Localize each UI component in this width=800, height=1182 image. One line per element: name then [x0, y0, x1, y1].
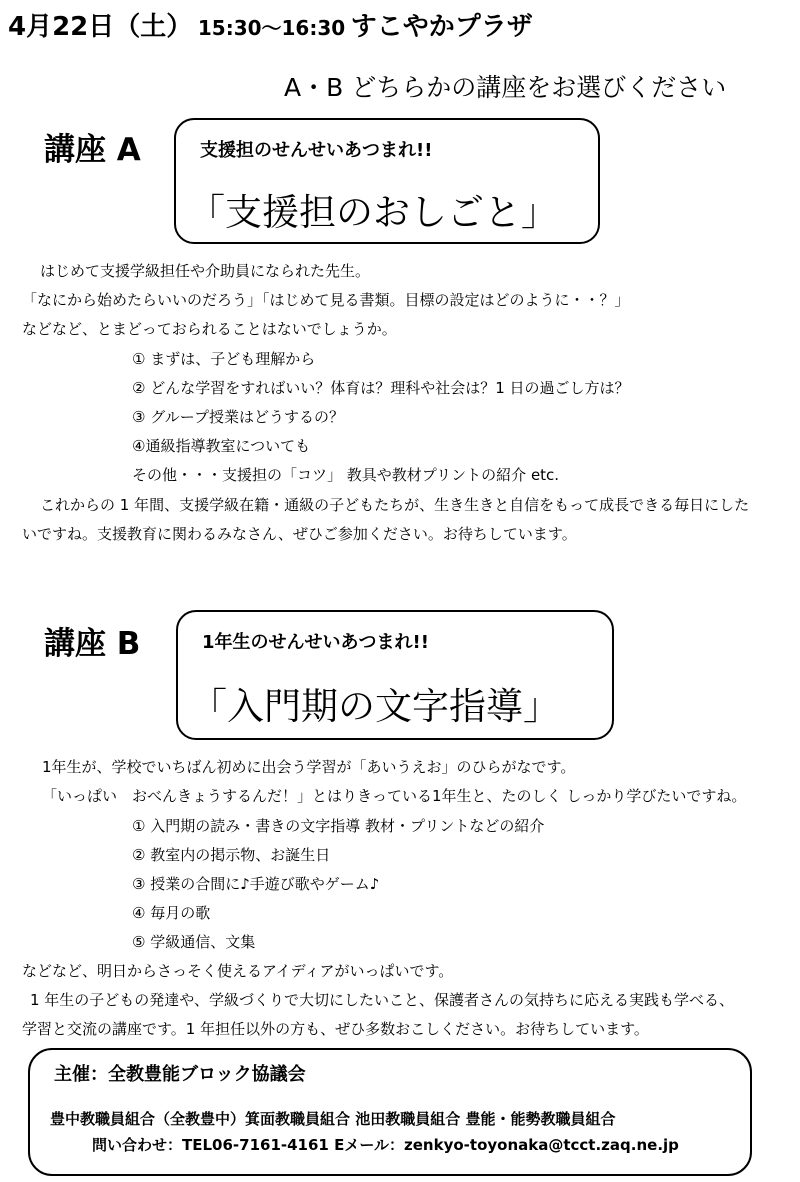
- organizer-contact: 問い合わせ：TEL06-7161-4161 Eメール：zenkyo-toyonaka@tcct.zaq.ne.jp: [92, 1136, 679, 1154]
- course-a-item-1: ① まずは、子ども理解から: [132, 350, 316, 368]
- course-a-closing-2: いですね。支援教育に関わるみなさん、ぜひご参加ください。お待ちしています。: [22, 525, 577, 543]
- course-a-title-box: [174, 118, 600, 244]
- course-a-subtitle: 支援担のせんせいあつまれ!!: [200, 140, 433, 161]
- course-a-item-5: その他・・・支援担の「コツ」 教具や教材プリントの紹介 etc.: [132, 466, 560, 484]
- event-header: [8, 6, 533, 43]
- course-b-closing-3: 学習と交流の講座です。1 年担任以外の方も、ぜひ多数おこしください。お待ちしています。: [22, 1020, 649, 1038]
- course-b-label: 講座 B: [44, 626, 141, 662]
- organizer-title: 主催：全教豊能ブロック協議会: [54, 1064, 306, 1085]
- course-b-closing-1: などなど、明日からさっそく使えるアイディアがいっぱいです。: [22, 962, 454, 980]
- event-date: 4月22日（土）: [8, 12, 193, 42]
- organizer-members: 豊中教職員組合（全教豊中）箕面教職員組合 池田教職員組合 豊能・能勢教職員組合: [50, 1110, 616, 1128]
- course-b-item-2: ② 教室内の掲示物、お誕生日: [132, 846, 331, 864]
- course-b-title-box: [176, 610, 614, 740]
- course-b-item-4: ④ 毎月の歌: [132, 904, 211, 922]
- course-b-subtitle: 1年生のせんせいあつまれ!!: [202, 632, 429, 653]
- course-a-label: 講座 A: [44, 132, 141, 168]
- course-a-intro-3: などなど、とまどっておられることはないでしょうか。: [22, 320, 397, 338]
- course-b-item-1: ① 入門期の読み・書きの文字指導 教材・プリントなどの紹介: [132, 817, 545, 835]
- course-b-intro-2: 「いっぱい おべんきょうするんだ！」とはりきっている1年生と、たのしく しっかり学びたいですね。: [42, 787, 747, 805]
- course-a-item-3: ③ グループ授業はどうするの？: [132, 408, 345, 426]
- course-a-closing-1: これからの 1 年間、支援学級在籍・通級の子どもたちが、生き生きと自信をもって成長できる毎日にした: [40, 496, 750, 514]
- organizer-box: [28, 1048, 752, 1176]
- course-b-item-5: ⑤ 学級通信、文集: [132, 933, 256, 951]
- course-a-item-4: ④通級指導教室についても: [132, 437, 311, 455]
- course-a-title: 「支援担のおしごと」: [188, 191, 558, 234]
- event-venue: すこやかプラザ: [350, 12, 533, 42]
- course-b-item-3: ③ 授業の合間に♪手遊び歌やゲーム♪: [132, 875, 380, 893]
- course-b-closing-2: 1 年生の子どもの発達や、学級づくりで大切にしたいこと、保護者さんの気持ちに応える実践も学べる、: [30, 991, 735, 1009]
- course-a-intro-2: 「なにから始めたらいいのだろう」「はじめて見る書類。目標の設定はどのように・・？」: [22, 291, 630, 309]
- course-a-item-2: ② どんな学習をすればいい？体育は？理科や社会は？1 日の過ごし方は？: [132, 379, 630, 397]
- course-a-intro-1: はじめて支援学級担任や介助員になられた先生。: [40, 262, 371, 280]
- event-time: 15:30～16:30: [197, 16, 346, 40]
- course-b-title: 「入門期の文字指導」: [190, 685, 560, 728]
- course-b-intro-1: 1年生が、学校でいちばん初めに出会う学習が「あいうえお」のひらがなです。: [42, 758, 576, 776]
- choose-instruction: A・B どちらかの講座をお選びください: [284, 73, 727, 102]
